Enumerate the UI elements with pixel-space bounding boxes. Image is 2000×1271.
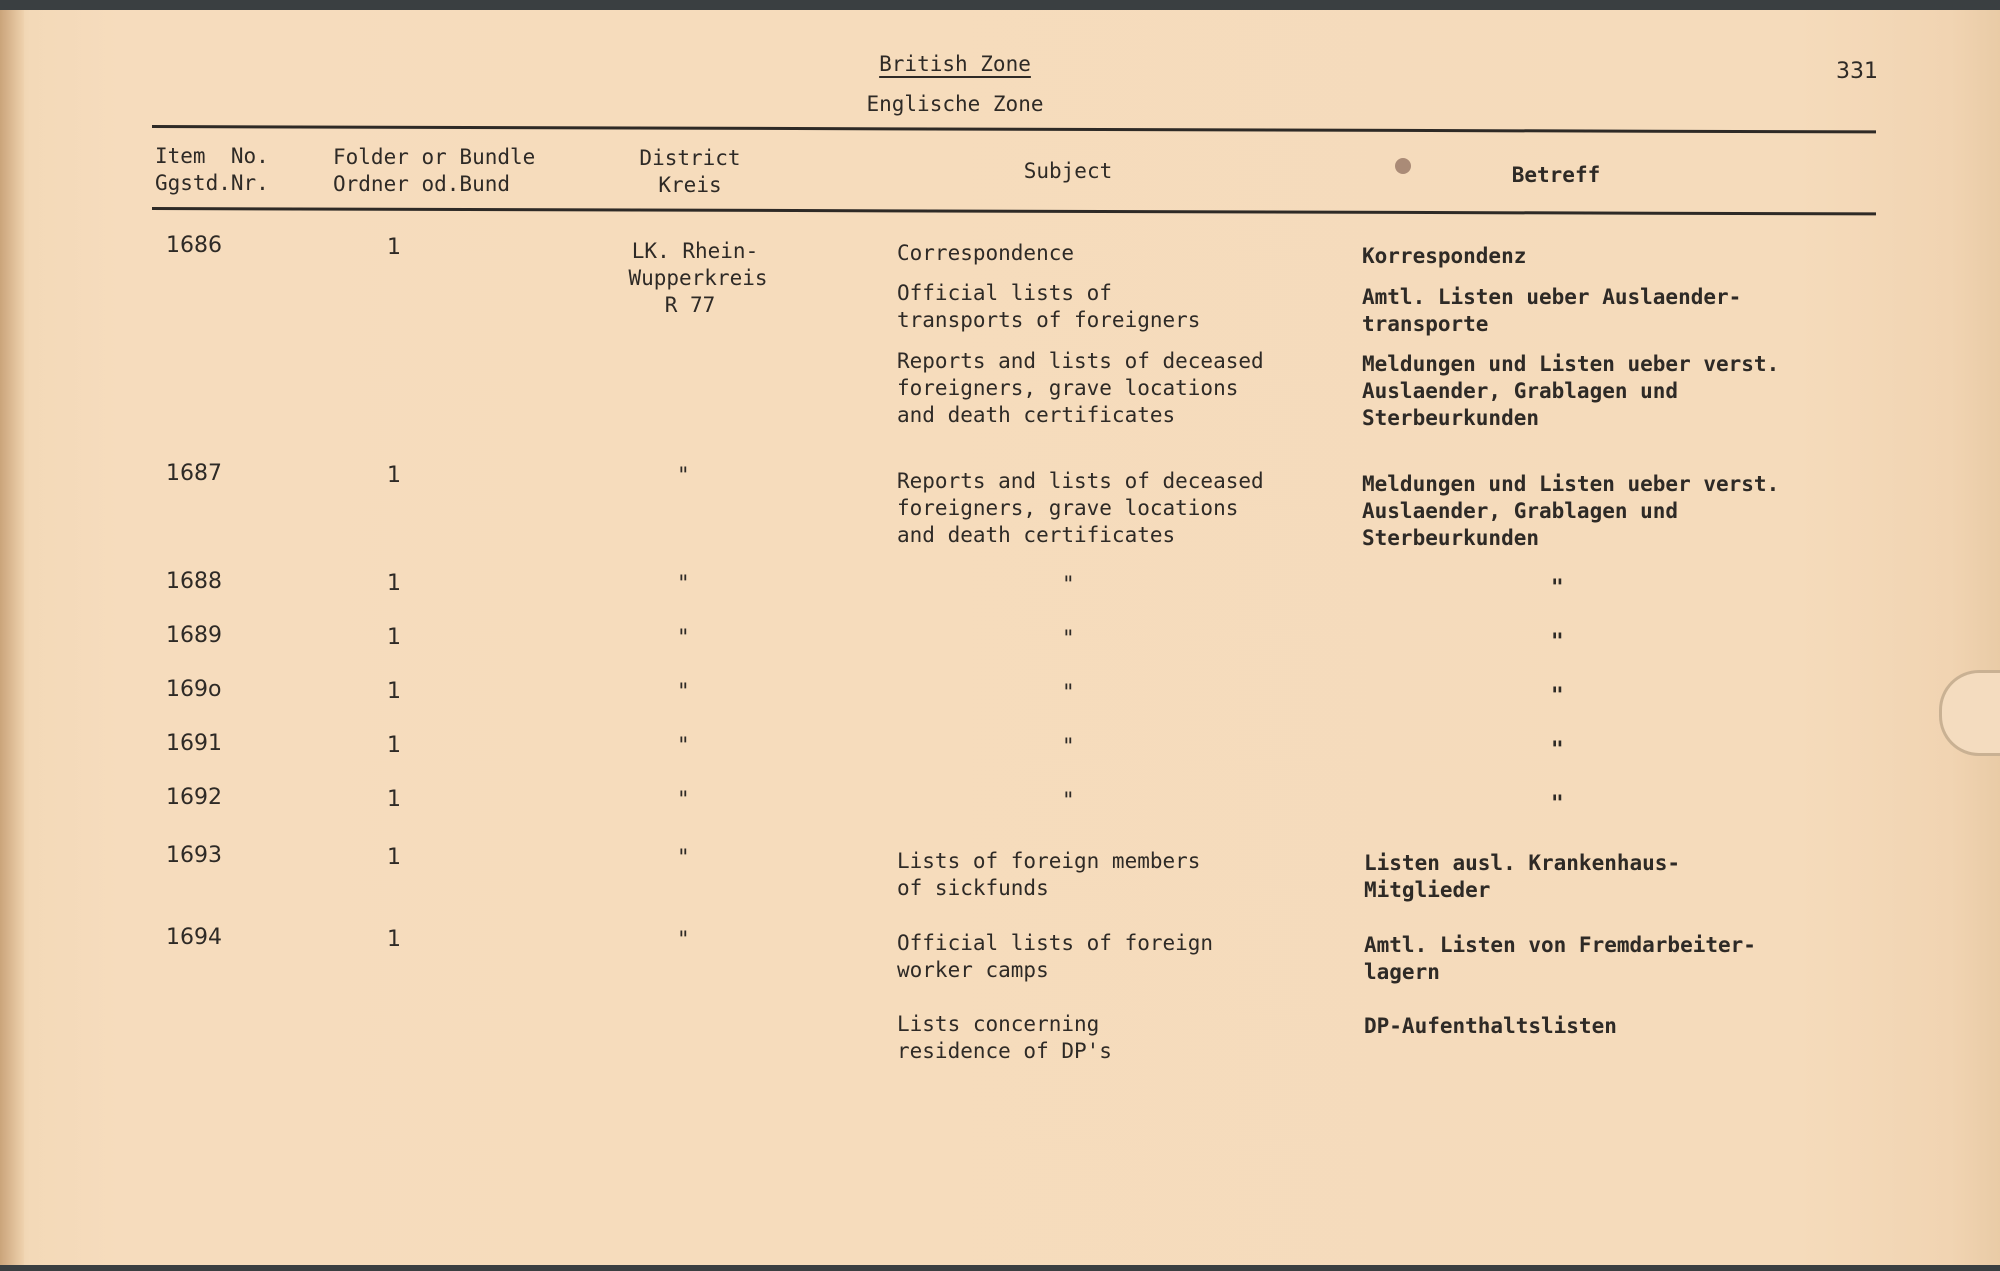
subject-line: and death certificates [897,403,1176,427]
folder-number: 1 [387,463,401,488]
subject-line: and death certificates [897,523,1176,547]
folder-number: 1 [387,235,401,260]
ditto-mark: " [677,845,690,869]
item-number: 1688 [166,569,222,594]
ditto-mark: " [1062,788,1075,812]
ditto-mark: " [677,571,690,595]
ditto-mark: " [1551,737,1564,761]
header-rule-bottom [152,207,1876,215]
folder-number: 1 [387,679,401,704]
betreff-line: Meldungen und Listen ueber verst. [1362,352,1780,376]
betreff-line: Amtl. Listen ueber Auslaender- [1362,285,1742,309]
col-item-de: Ggstd.Nr. [155,171,269,195]
folder-number: 1 [387,927,401,952]
col-district-de: Kreis [658,173,722,197]
betreff-line: Korrespondenz [1362,244,1527,268]
betreff-line: Listen ausl. Krankenhaus- [1364,851,1681,875]
item-number: 1693 [166,843,222,868]
item-number: 1687 [166,461,222,486]
page-number: 331 [1836,59,1878,84]
betreff-line: Mitglieder [1364,878,1491,902]
ditto-mark: " [1551,629,1564,653]
subject-line: Official lists of [897,281,1112,305]
betreff-line: lagern [1364,960,1440,984]
folder-number: 1 [387,625,401,650]
col-item-en: Item No. [155,144,269,168]
ditto-mark: " [677,463,690,487]
betreff-line: Amtl. Listen von Fremdarbeiter- [1364,933,1756,957]
subject-line: residence of DP's [897,1039,1112,1063]
item-number: 1694 [166,925,222,950]
item-number: 1686 [166,233,222,258]
district-line: LK. Rhein- [631,239,759,263]
betreff-line: Sterbeurkunden [1362,526,1540,550]
betreff-line: Meldungen und Listen ueber verst. [1362,472,1780,496]
col-district-en: District [639,146,741,170]
folder-number: 1 [387,845,401,870]
betreff-line: Auslaender, Grablagen und [1362,379,1679,403]
folder-number: 1 [387,571,401,596]
header-rule-top [152,125,1876,133]
col-subject: Subject [1023,159,1113,183]
subject-line: transports of foreigners [897,308,1201,332]
betreff-line: transporte [1362,312,1489,336]
ditto-mark: " [677,927,690,951]
ditto-mark: " [1062,734,1075,758]
subject-line: Reports and lists of deceased [897,349,1264,373]
ink-spot [1395,158,1411,174]
title-british-zone: British Zone [879,52,1031,76]
district-line: Wupperkreis [628,266,768,290]
col-folder-de: Ordner od.Bund [333,172,511,196]
item-number: 1689 [166,623,222,648]
item-number: 1692 [166,785,222,810]
binder-spine [0,10,24,1265]
col-betreff: Betreff [1511,163,1601,187]
ditto-mark: " [1062,680,1075,704]
ditto-mark: " [677,625,690,649]
ditto-mark: " [1062,572,1075,596]
page-tab [1939,670,2000,756]
betreff-line: Sterbeurkunden [1362,406,1540,430]
ditto-mark: " [1551,683,1564,707]
subject-line: Lists concerning [897,1012,1100,1036]
ditto-mark: " [1551,791,1564,815]
col-folder-en: Folder or Bundle [333,145,536,169]
item-number: 1691 [166,731,222,756]
subject-line: of sickfunds [897,876,1049,900]
ditto-mark: " [677,787,690,811]
subject-line: worker camps [897,958,1049,982]
title-englische-zone: Englische Zone [866,92,1044,116]
betreff-line: DP-Aufenthaltslisten [1364,1014,1617,1038]
subject-line: foreigners, grave locations [897,496,1239,520]
subject-line: Lists of foreign members [897,849,1201,873]
ditto-mark: " [677,733,690,757]
ditto-mark: " [1062,626,1075,650]
document-page [0,10,2000,1265]
district-line: R 77 [664,293,716,317]
subject-line: Official lists of foreign [897,931,1214,955]
betreff-line: Auslaender, Grablagen und [1362,499,1679,523]
ditto-mark: " [1551,575,1564,599]
subject-line: Correspondence [897,241,1075,265]
item-number: 169o [166,677,222,702]
subject-line: foreigners, grave locations [897,376,1239,400]
ditto-mark: " [677,679,690,703]
folder-number: 1 [387,733,401,758]
subject-line: Reports and lists of deceased [897,469,1264,493]
folder-number: 1 [387,787,401,812]
